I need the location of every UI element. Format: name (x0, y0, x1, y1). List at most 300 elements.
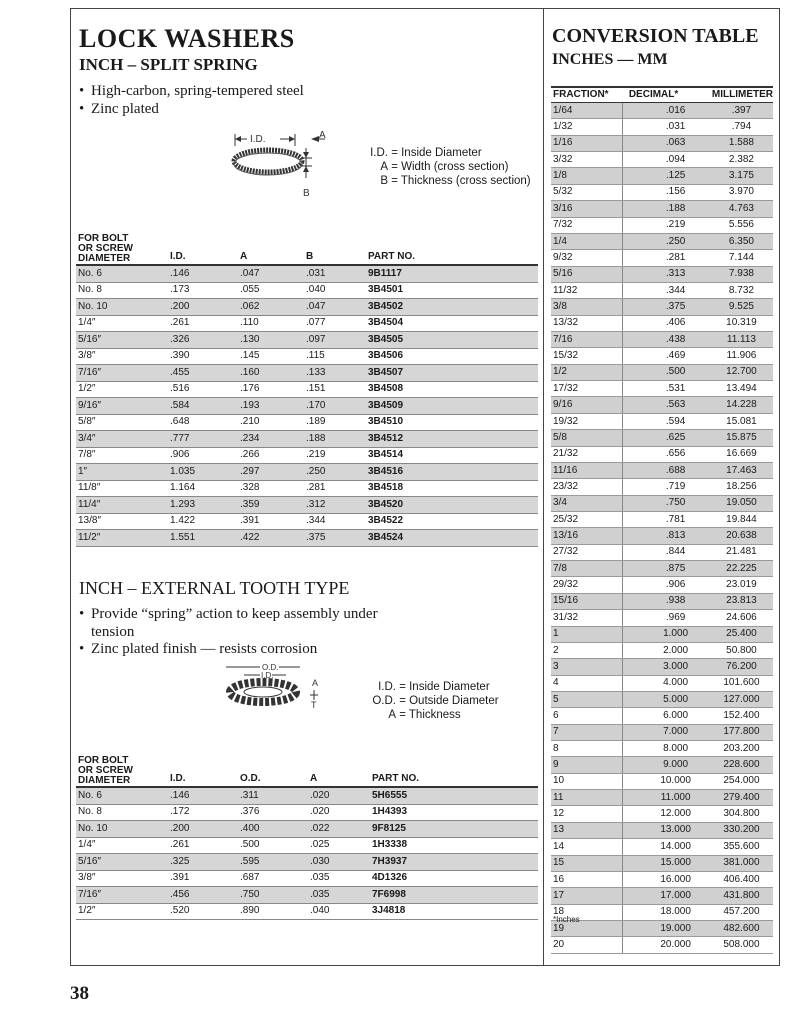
conversion-row (551, 119, 773, 135)
millimeter-cell: 19.844 (710, 511, 773, 527)
millimeter-cell: 15.081 (710, 413, 773, 429)
decimal-cell: .656 (623, 446, 710, 462)
table-cell: .025 (308, 837, 370, 854)
table-cell: .133 (304, 365, 366, 382)
table-cell: 3B4524 (366, 530, 538, 547)
decimal-cell: .500 (623, 364, 710, 380)
table-cell: .146 (168, 787, 238, 804)
table-cell: .115 (304, 348, 366, 365)
table-cell: .584 (168, 398, 238, 415)
conversion-row (551, 201, 773, 217)
table-cell: No. 10 (76, 299, 168, 316)
decimal-cell: 11.000 (623, 790, 710, 806)
decimal-cell: .469 (623, 348, 710, 364)
millimeter-cell: 254.000 (710, 773, 773, 789)
fraction-cell: 3/8 (551, 299, 623, 315)
decimal-cell: 19.000 (623, 920, 710, 936)
conversion-row (551, 577, 773, 593)
table-row (76, 854, 538, 871)
table-cell: .172 (168, 804, 238, 821)
col-header-a: A (238, 234, 304, 265)
fraction-cell: 1/2 (551, 364, 623, 380)
table-cell: 1H4393 (370, 804, 538, 821)
page-number: 38 (70, 983, 89, 1004)
conversion-row (551, 217, 773, 233)
decimal-cell: .719 (623, 479, 710, 495)
fraction-cell: 27/32 (551, 544, 623, 560)
table-cell: .035 (308, 887, 370, 904)
table-row (76, 299, 538, 316)
millimeter-cell: 457.200 (710, 904, 773, 920)
split-bullet-2: • Zinc plated (79, 101, 159, 117)
table-cell: .456 (168, 887, 238, 904)
table-cell: 1/2″ (76, 903, 168, 920)
millimeter-cell: 381.000 (710, 855, 773, 871)
table-cell: 3B4504 (366, 315, 538, 332)
table-cell: 4D1326 (370, 870, 538, 887)
legend-row: A = Width (cross section) (380, 161, 509, 173)
conversion-footnote: *Inches (553, 915, 580, 924)
table-cell: 3B4505 (366, 332, 538, 349)
table-cell: .151 (304, 381, 366, 398)
millimeter-cell: 127.000 (710, 691, 773, 707)
fraction-cell: 5/32 (551, 184, 623, 200)
diagram-a-label-2: A (312, 678, 319, 688)
table-cell: .777 (168, 431, 238, 448)
table-cell: .455 (168, 365, 238, 382)
table-row (76, 530, 538, 547)
external-heading: INCH – EXTERNAL TOOTH TYPE (79, 578, 350, 598)
fraction-cell: 1/4 (551, 233, 623, 249)
fraction-cell: 17/32 (551, 381, 623, 397)
conversion-row (551, 904, 773, 920)
table-cell: 3/8″ (76, 870, 168, 887)
millimeter-cell: 101.600 (710, 675, 773, 691)
decimal-cell: 2.000 (623, 642, 710, 658)
table-cell: .020 (308, 787, 370, 804)
table-row (76, 282, 538, 299)
fraction-cell: 13 (551, 822, 623, 838)
conversion-row (551, 691, 773, 707)
table-cell: No. 6 (76, 265, 168, 282)
decimal-cell: .188 (623, 201, 710, 217)
table-cell: .097 (304, 332, 366, 349)
table-cell: 1.422 (168, 513, 238, 530)
table-cell: 3/8″ (76, 348, 168, 365)
conversion-row (551, 184, 773, 200)
table-cell: 3B4518 (366, 480, 538, 497)
conversion-row (551, 364, 773, 380)
table-row (76, 821, 538, 838)
legend-row: A = Thickness (388, 709, 461, 721)
table-cell: .906 (168, 447, 238, 464)
decimal-cell: .625 (623, 430, 710, 446)
fraction-cell: 5/8 (551, 430, 623, 446)
table-cell: 5/16″ (76, 332, 168, 349)
fraction-cell: 29/32 (551, 577, 623, 593)
fraction-cell: 19/32 (551, 413, 623, 429)
table-cell: .516 (168, 381, 238, 398)
decimal-cell: .219 (623, 217, 710, 233)
fraction-cell: 5/16 (551, 266, 623, 282)
table-cell: .326 (168, 332, 238, 349)
table-cell: 13/8″ (76, 513, 168, 530)
decimal-cell: .031 (623, 119, 710, 135)
table-cell: 11/2″ (76, 530, 168, 547)
decimal-cell: .844 (623, 544, 710, 560)
conversion-row (551, 397, 773, 413)
millimeter-cell: 20.638 (710, 528, 773, 544)
table-cell: 3B4507 (366, 365, 538, 382)
table-cell: 11/8″ (76, 480, 168, 497)
millimeter-cell: 431.800 (710, 888, 773, 904)
col-header-id: I.D. (168, 756, 238, 787)
millimeter-cell: 23.019 (710, 577, 773, 593)
conversion-row (551, 561, 773, 577)
decimal-cell: 14.000 (623, 839, 710, 855)
decimal-cell: .063 (623, 135, 710, 151)
millimeter-cell: .397 (710, 103, 773, 119)
table-cell: .261 (168, 837, 238, 854)
decimal-cell: 8.000 (623, 741, 710, 757)
table-cell: 5/8″ (76, 414, 168, 431)
table-row (76, 497, 538, 514)
decimal-cell: .531 (623, 381, 710, 397)
table-row (76, 480, 538, 497)
table-cell: .250 (304, 464, 366, 481)
conversion-row (551, 315, 773, 331)
table-cell: 3B4510 (366, 414, 538, 431)
table-row (76, 804, 538, 821)
millimeter-cell: 50.800 (710, 642, 773, 658)
table-cell: .077 (304, 315, 366, 332)
table-cell: .173 (168, 282, 238, 299)
conversion-row (551, 708, 773, 724)
decimal-cell: .813 (623, 528, 710, 544)
millimeter-cell: .794 (710, 119, 773, 135)
fraction-cell: 20 (551, 937, 623, 953)
table-cell: .189 (304, 414, 366, 431)
conversion-row (551, 773, 773, 789)
fraction-cell: 16 (551, 871, 623, 887)
conversion-row (551, 724, 773, 740)
conversion-row (551, 299, 773, 315)
table-cell: No. 10 (76, 821, 168, 838)
table-cell: 3B4522 (366, 513, 538, 530)
fraction-cell: 18 (551, 904, 623, 920)
millimeter-cell: 7.144 (710, 250, 773, 266)
table-cell: .687 (238, 870, 308, 887)
fraction-cell: 3 (551, 659, 623, 675)
conversion-row (551, 103, 773, 119)
conversion-row (551, 381, 773, 397)
table-cell: .020 (308, 804, 370, 821)
decimal-cell: .969 (623, 610, 710, 626)
table-cell: 1.164 (168, 480, 238, 497)
table-cell: .297 (238, 464, 304, 481)
table-cell: 9B1117 (366, 265, 538, 282)
table-cell: .391 (238, 513, 304, 530)
fraction-cell: 21/32 (551, 446, 623, 462)
decimal-cell: .406 (623, 315, 710, 331)
table-row (76, 447, 538, 464)
millimeter-cell: 3.175 (710, 168, 773, 184)
diagram-b-label: B (303, 188, 310, 199)
table-cell: .311 (238, 787, 308, 804)
fraction-cell: 5 (551, 691, 623, 707)
table-cell: 1.035 (168, 464, 238, 481)
millimeter-cell: 11.906 (710, 348, 773, 364)
split-legend (364, 146, 531, 188)
conversion-row (551, 495, 773, 511)
col-header-b: B (304, 234, 366, 265)
table-cell: 3B4506 (366, 348, 538, 365)
decimal-cell: 6.000 (623, 708, 710, 724)
table-cell: No. 8 (76, 804, 168, 821)
conversion-row (551, 413, 773, 429)
decimal-cell: .094 (623, 152, 710, 168)
decimal-cell: .156 (623, 184, 710, 200)
table-row (76, 348, 538, 365)
decimal-cell: 10.000 (623, 773, 710, 789)
table-cell: .030 (308, 854, 370, 871)
millimeter-cell: 203.200 (710, 741, 773, 757)
col-header-fraction: FRACTION* (551, 87, 623, 103)
table-cell: .219 (304, 447, 366, 464)
table-cell: .193 (238, 398, 304, 415)
conversion-row (551, 479, 773, 495)
millimeter-cell: 17.463 (710, 462, 773, 478)
table-cell: .312 (304, 497, 366, 514)
conversion-row (551, 920, 773, 936)
fraction-cell: 1/32 (551, 119, 623, 135)
millimeter-cell: 1.588 (710, 135, 773, 151)
table-cell: No. 8 (76, 282, 168, 299)
conversion-row (551, 544, 773, 560)
millimeter-cell: 12.700 (710, 364, 773, 380)
conversion-row (551, 168, 773, 184)
table-cell: 7H3937 (370, 854, 538, 871)
decimal-cell: 4.000 (623, 675, 710, 691)
table-row (76, 414, 538, 431)
millimeter-cell: 508.000 (710, 937, 773, 953)
table-cell: .648 (168, 414, 238, 431)
conversion-row (551, 348, 773, 364)
decimal-cell: .313 (623, 266, 710, 282)
fraction-cell: 3/4 (551, 495, 623, 511)
table-cell: 3B4501 (366, 282, 538, 299)
table-cell: .234 (238, 431, 304, 448)
fraction-cell: 1 (551, 626, 623, 642)
table-cell: .210 (238, 414, 304, 431)
table-cell: 1.293 (168, 497, 238, 514)
conversion-table (551, 86, 773, 954)
table-cell: 1.551 (168, 530, 238, 547)
decimal-cell: .344 (623, 282, 710, 298)
decimal-cell: 5.000 (623, 691, 710, 707)
decimal-cell: 15.000 (623, 855, 710, 871)
millimeter-cell: 13.494 (710, 381, 773, 397)
col-header-a: A (308, 756, 370, 787)
decimal-cell: .016 (623, 103, 710, 119)
table-cell: 3B4502 (366, 299, 538, 316)
col-header-part: PART NO. (370, 756, 538, 787)
legend-row: B = Thickness (cross section) (380, 175, 531, 187)
col-header-od: O.D. (238, 756, 308, 787)
conversion-row (551, 593, 773, 609)
table-cell: 3J4818 (370, 903, 538, 920)
col-header-decimal: DECIMAL* (623, 87, 710, 103)
table-row (76, 398, 538, 415)
table-cell: .047 (304, 299, 366, 316)
table-cell: 3B4509 (366, 398, 538, 415)
table-cell: 9F8125 (370, 821, 538, 838)
conversion-row (551, 839, 773, 855)
fraction-cell: 31/32 (551, 610, 623, 626)
table-cell: .055 (238, 282, 304, 299)
millimeter-cell: 8.732 (710, 282, 773, 298)
table-cell: .200 (168, 821, 238, 838)
legend-row: I.D. = Inside Diameter (370, 147, 482, 159)
table-cell: .520 (168, 903, 238, 920)
millimeter-cell: 18.256 (710, 479, 773, 495)
decimal-cell: 17.000 (623, 888, 710, 904)
table-row (76, 431, 538, 448)
fraction-cell: 1/64 (551, 103, 623, 119)
table-cell: 7F6998 (370, 887, 538, 904)
table-cell: 1/2″ (76, 381, 168, 398)
fraction-cell: 9 (551, 757, 623, 773)
split-bullet-1: • High-carbon, spring-tempered steel (79, 83, 304, 99)
table-cell: .890 (238, 903, 308, 920)
table-cell: .022 (308, 821, 370, 838)
diagram-a-label: A (319, 130, 326, 141)
conversion-row (551, 871, 773, 887)
table-cell: 5H6555 (370, 787, 538, 804)
decimal-cell: .875 (623, 561, 710, 577)
table-cell: 1″ (76, 464, 168, 481)
decimal-cell: .781 (623, 511, 710, 527)
fraction-cell: 3/32 (551, 152, 623, 168)
decimal-cell: .594 (623, 413, 710, 429)
fraction-cell: 15/32 (551, 348, 623, 364)
fraction-cell: 3/16 (551, 201, 623, 217)
table-cell: 3B4520 (366, 497, 538, 514)
table-row (76, 887, 538, 904)
table-cell: .281 (304, 480, 366, 497)
decimal-cell: 7.000 (623, 724, 710, 740)
table-cell: 7/16″ (76, 365, 168, 382)
millimeter-cell: 9.525 (710, 299, 773, 315)
millimeter-cell: 24.606 (710, 610, 773, 626)
fraction-cell: 13/32 (551, 315, 623, 331)
conversion-row (551, 855, 773, 871)
table-cell: .500 (238, 837, 308, 854)
table-cell: .375 (304, 530, 366, 547)
conversion-row (551, 757, 773, 773)
conversion-row (551, 282, 773, 298)
split-washer-diagram (230, 128, 340, 203)
millimeter-cell: 4.763 (710, 201, 773, 217)
decimal-cell: .125 (623, 168, 710, 184)
table-cell: .130 (238, 332, 304, 349)
millimeter-cell: 177.800 (710, 724, 773, 740)
split-heading: INCH – SPLIT SPRING (79, 55, 258, 74)
table-cell: .176 (238, 381, 304, 398)
table-cell: .031 (304, 265, 366, 282)
table-row (76, 381, 538, 398)
table-cell: 5/16″ (76, 854, 168, 871)
fraction-cell: 7/32 (551, 217, 623, 233)
table-cell: 3B4508 (366, 381, 538, 398)
table-cell: .047 (238, 265, 304, 282)
table-cell: .344 (304, 513, 366, 530)
external-bullet-2: • Zinc plated finish — resists corrosion (79, 641, 318, 657)
millimeter-cell: 22.225 (710, 561, 773, 577)
external-tooth-table (76, 756, 538, 920)
table-row (76, 787, 538, 804)
millimeter-cell: 2.382 (710, 152, 773, 168)
fraction-cell: 11/16 (551, 462, 623, 478)
table-cell: 7/16″ (76, 887, 168, 904)
column-divider (543, 8, 544, 965)
diagram-id-label: I.D. (250, 134, 266, 145)
fraction-cell: 11/32 (551, 282, 623, 298)
decimal-cell: 18.000 (623, 904, 710, 920)
table-cell: 1/4″ (76, 315, 168, 332)
col-header-part: PART NO. (366, 234, 538, 265)
col-header-bolt: FOR BOLT OR SCREW DIAMETER (76, 756, 168, 787)
conversion-row (551, 233, 773, 249)
table-cell: .422 (238, 530, 304, 547)
conversion-row (551, 528, 773, 544)
decimal-cell: 12.000 (623, 806, 710, 822)
conversion-subtitle: INCHES — MM (552, 51, 668, 68)
table-cell: 3/4″ (76, 431, 168, 448)
decimal-cell: 1.000 (623, 626, 710, 642)
millimeter-cell: 152.400 (710, 708, 773, 724)
conversion-row (551, 642, 773, 658)
table-cell: .200 (168, 299, 238, 316)
external-legend (366, 680, 499, 722)
conversion-row (551, 806, 773, 822)
table-cell: .328 (238, 480, 304, 497)
decimal-cell: .688 (623, 462, 710, 478)
millimeter-cell: 14.228 (710, 397, 773, 413)
fraction-cell: 4 (551, 675, 623, 691)
table-cell: .062 (238, 299, 304, 316)
table-cell: .188 (304, 431, 366, 448)
table-cell: 3B4514 (366, 447, 538, 464)
table-cell: .376 (238, 804, 308, 821)
diagram-id-label-2: I.D. (261, 671, 274, 680)
conversion-row (551, 152, 773, 168)
table-cell: .325 (168, 854, 238, 871)
table-cell: .160 (238, 365, 304, 382)
fraction-cell: 1/16 (551, 135, 623, 151)
conversion-row (551, 675, 773, 691)
legend-row: O.D. = Outside Diameter (372, 695, 499, 707)
table-cell: No. 6 (76, 787, 168, 804)
millimeter-cell: 482.600 (710, 920, 773, 936)
millimeter-cell: 19.050 (710, 495, 773, 511)
table-row (76, 464, 538, 481)
page-title: LOCK WASHERS (79, 24, 295, 53)
table-cell: .750 (238, 887, 308, 904)
conversion-row (551, 135, 773, 151)
external-bullet-1: • Provide “spring” action to keep assembly under tension (79, 606, 378, 640)
conversion-row (551, 446, 773, 462)
